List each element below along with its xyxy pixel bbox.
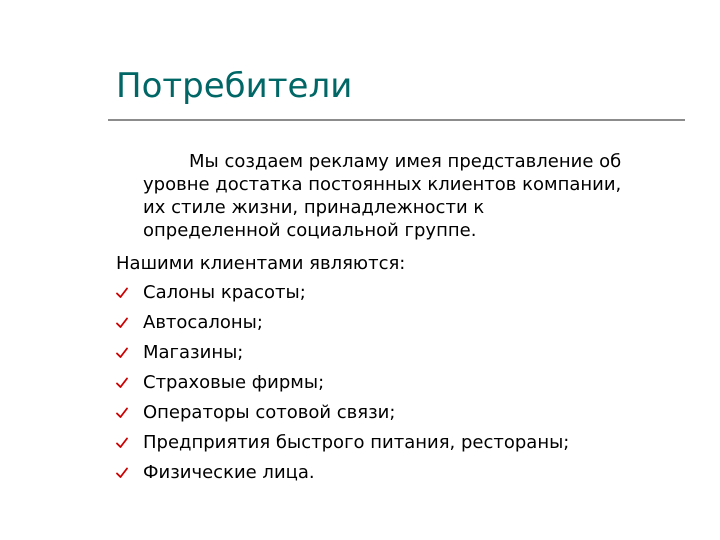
paragraph-line: определенной социальной группе. (143, 220, 477, 241)
list-item (116, 428, 686, 458)
list-item (116, 398, 686, 428)
list-item-text: Предприятия быстрого питания, рестораны; (143, 432, 570, 453)
checkmark-icon (116, 347, 128, 359)
description-paragraph (116, 150, 686, 242)
clients-list (116, 278, 686, 488)
list-item (116, 308, 686, 338)
checkmark-icon (116, 407, 128, 419)
list-item (116, 338, 686, 368)
list-item-text: Операторы сотовой связи; (143, 402, 396, 423)
checkmark-icon (116, 317, 128, 329)
list-item (116, 368, 686, 398)
checkmark-icon (116, 287, 128, 299)
list-item-text: Автосалоны; (143, 312, 263, 333)
list-item-text: Магазины; (143, 342, 244, 363)
clients-intro: Нашими клиентами являются: (116, 253, 406, 274)
checkmark-icon (116, 437, 128, 449)
paragraph-line: уровне достатка постоянных клиентов компании, (143, 174, 622, 195)
title-divider (108, 119, 685, 121)
list-item-text: Физические лица. (143, 462, 315, 483)
checkmark-icon (116, 377, 128, 389)
list-item (116, 458, 686, 488)
slide-title: Потребители (116, 66, 353, 106)
paragraph-line: Мы создаем рекламу имея представление об (189, 151, 622, 172)
checkmark-icon (116, 467, 128, 479)
list-item-text: Салоны красоты; (143, 282, 306, 303)
list-item-text: Страховые фирмы; (143, 372, 325, 393)
slide-body (116, 150, 686, 488)
paragraph-line: их стиле жизни, принадлежности к (143, 197, 485, 218)
list-item (116, 278, 686, 308)
